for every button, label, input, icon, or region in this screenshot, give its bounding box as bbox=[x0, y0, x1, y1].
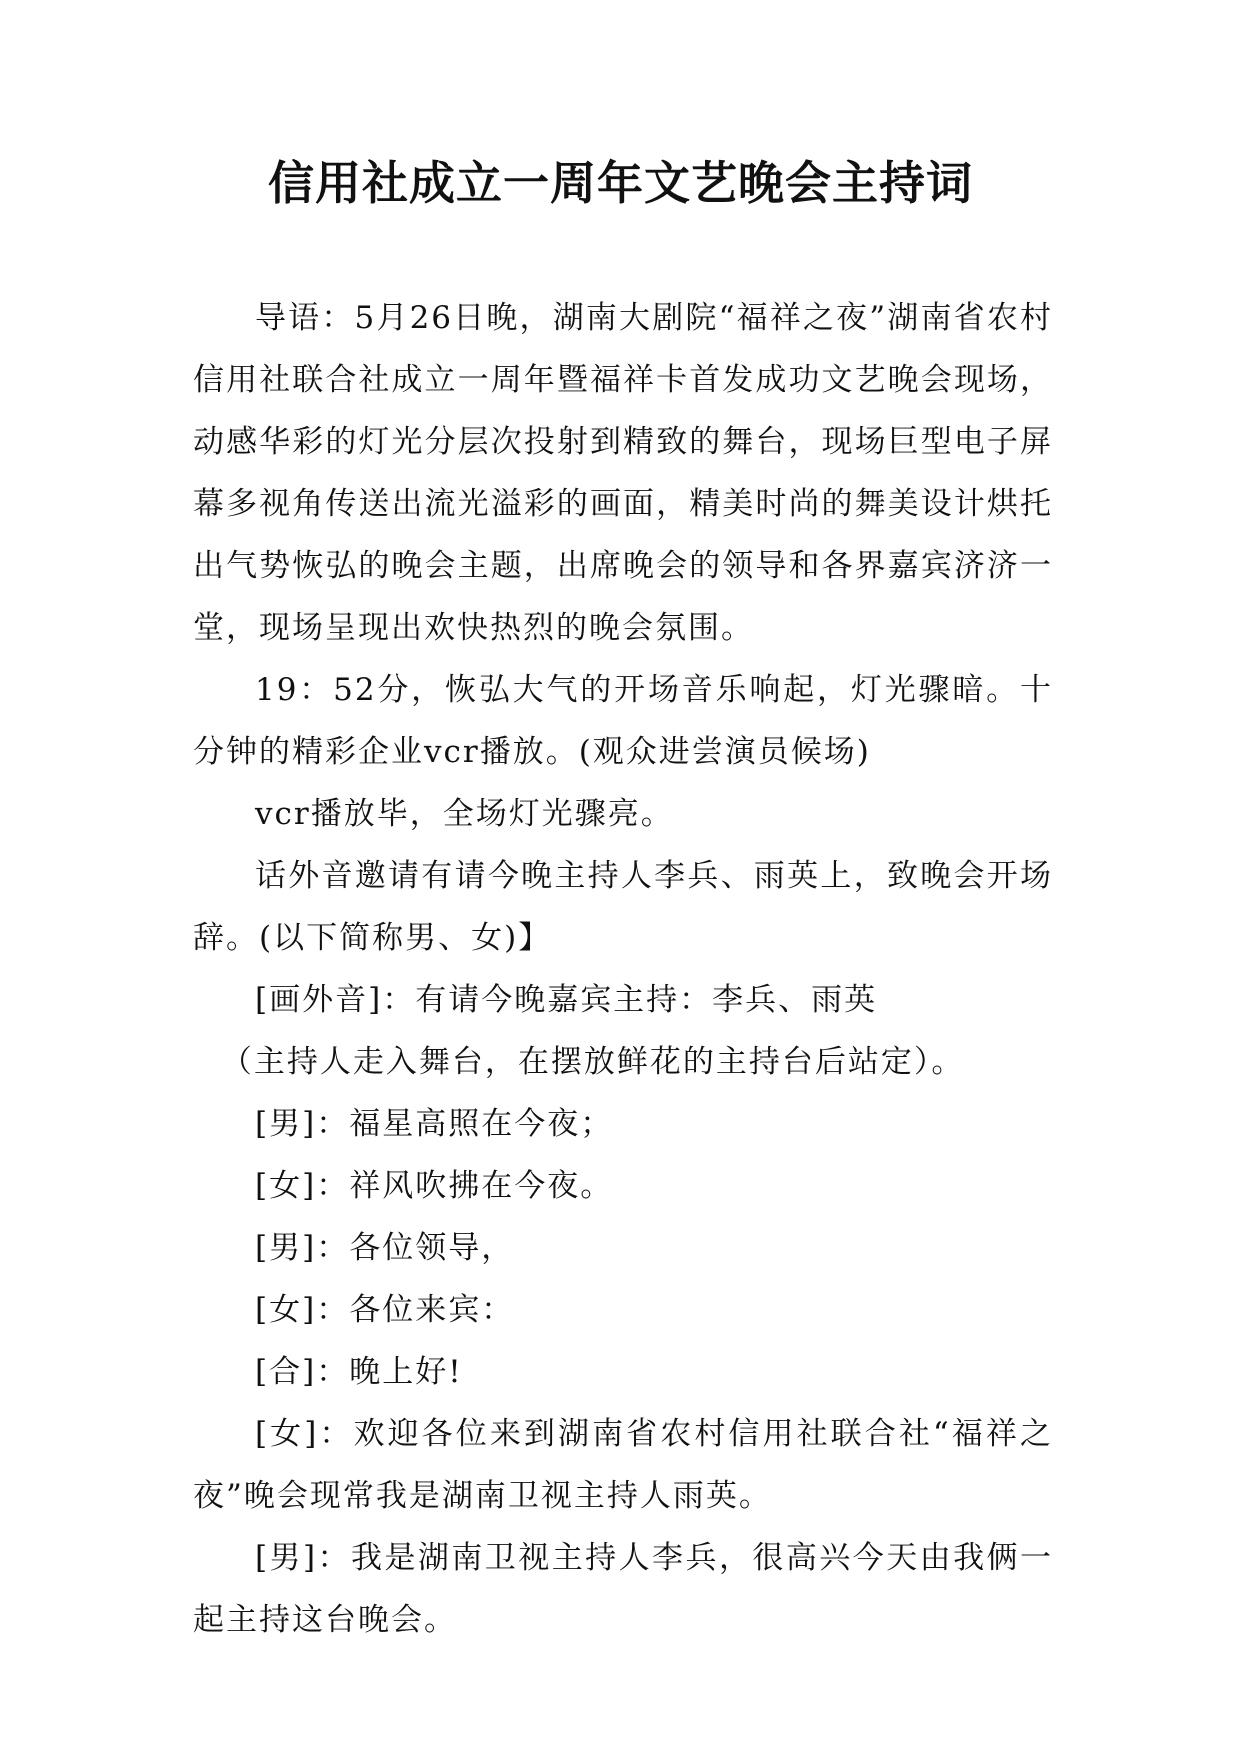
paragraph-vcr-end: vcr播放毕，全场灯光骤亮。 bbox=[255, 796, 674, 832]
paragraph-voiceover: [画外音]：有请今晚嘉宾主持：李兵、雨英 bbox=[255, 982, 878, 1018]
document-title: 信用社成立一周年文艺晚会主持词 bbox=[268, 156, 973, 210]
dialogue-line: [合]：晚上好! bbox=[255, 1354, 463, 1390]
paragraph-voiceover-invite: 话外音邀请有请今晚主持人李兵、雨英上，致晚会开场辞。(以下简称男、女)】 bbox=[193, 858, 1053, 956]
dialogue-line: [男]：各位领导， bbox=[255, 1230, 515, 1266]
dialogue-line: [女]：祥风吹拂在今夜。 bbox=[255, 1168, 614, 1204]
dialogue-line: [男]：我是湖南卫视主持人李兵，很高兴今天由我俩一起主持这台晚会。 bbox=[193, 1540, 1053, 1638]
dialogue-line: [男]：福星高照在今夜； bbox=[255, 1106, 614, 1142]
paragraph-intro: 导语：5月26日晚，湖南大剧院“福祥之夜”湖南省农村信用社联合社成立一周年暨福祥卡首发成功文艺晚会现场，动感华彩的灯光分层次投射到精致的舞台，现场巨型电子屏幕多视角传送出流光溢彩的画面，精美时尚的舞美设计烘托出气势恢弘的晚会主题，出席晚会的领导和各界嘉宾济济一堂，现场呈现出欢快热烈的晚会氛围。 bbox=[193, 300, 1053, 646]
paragraph-opening-music: 19：52分，恢弘大气的开场音乐响起，灯光骤暗。十分钟的精彩企业vcr播放。(观众进尝演员候场) bbox=[193, 672, 1053, 770]
dialogue-line: [女]：欢迎各位来到湖南省农村信用社联合社“福祥之夜”晚会现常我是湖南卫视主持人雨英。 bbox=[193, 1416, 1053, 1514]
paragraph-stage-direction: （主持人走入舞台，在摆放鲜花的主持台后站定）。 bbox=[220, 1044, 965, 1080]
dialogue-line: [女]：各位来宾： bbox=[255, 1292, 515, 1328]
document-body bbox=[193, 287, 1053, 1651]
